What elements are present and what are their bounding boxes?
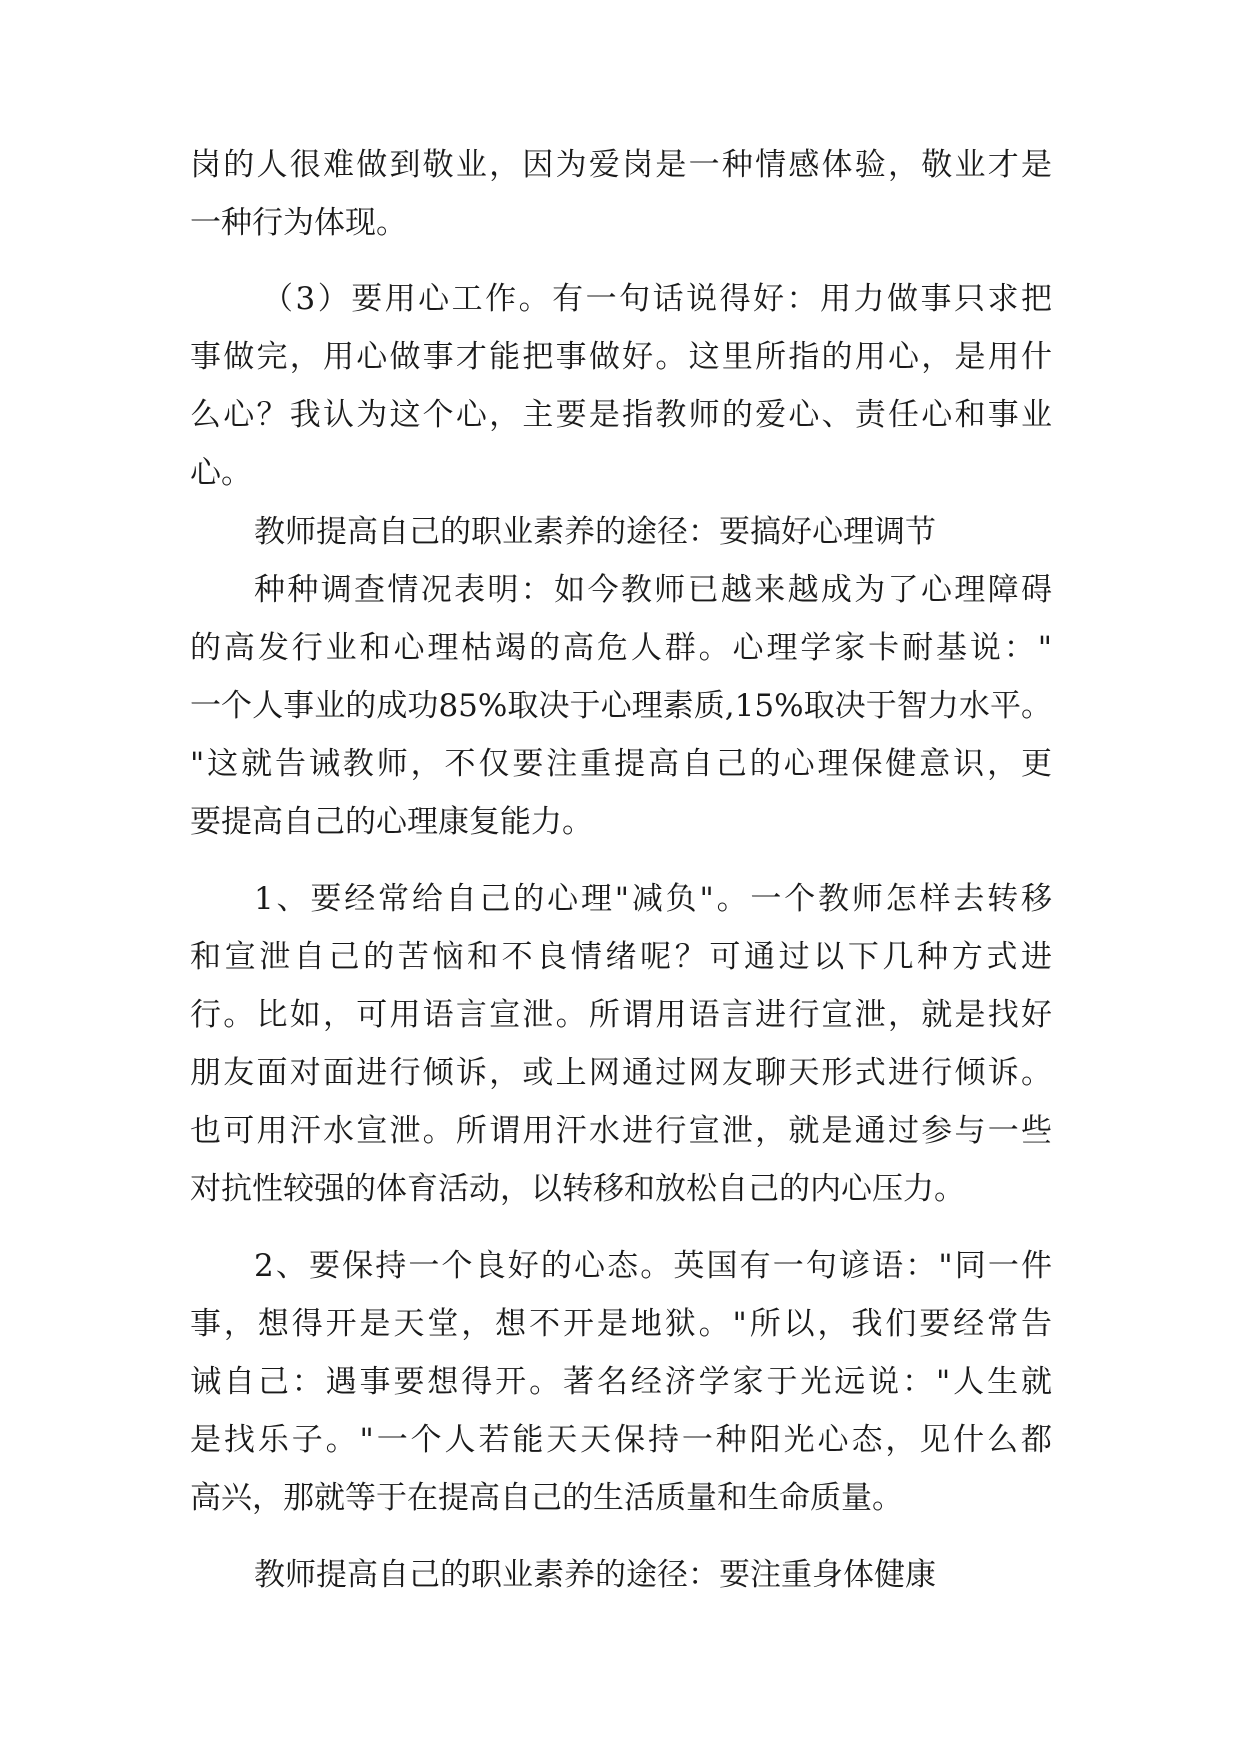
paragraph-line: 高兴，那就等于在提高自己的生活质量和生命质量。 — [190, 1480, 903, 1516]
paragraph-line: 要提高自己的心理康复能力。 — [190, 804, 593, 840]
section-heading: 教师提高自己的职业素养的途径：要搞好心理调节 — [254, 514, 936, 550]
paragraph-line: 也可用汗水宣泄。所谓用汗水进行宣泄，就是通过参与一些 — [190, 1113, 1052, 1149]
paragraph-line: 行。比如，可用语言宣泄。所谓用语言进行宣泄，就是找好 — [190, 997, 1052, 1033]
paragraph-line: 2、要保持一个良好的心态。英国有一句谚语："同一件 — [254, 1248, 1052, 1284]
paragraph-line: 一种行为体现。 — [190, 205, 407, 241]
paragraph-line: "这就告诫教师，不仅要注重提高自己的心理保健意识，更 — [190, 746, 1052, 782]
paragraph-line: 事做完，用心做事才能把事做好。这里所指的用心，是用什 — [190, 339, 1052, 375]
paragraph-line: 心。 — [190, 455, 252, 491]
paragraph-line: 是找乐子。"一个人若能天天保持一种阳光心态，见什么都 — [190, 1422, 1052, 1458]
section-heading: 教师提高自己的职业素养的途径：要注重身体健康 — [254, 1557, 936, 1593]
paragraph-line: 对抗性较强的体育活动，以转移和放松自己的内心压力。 — [190, 1171, 965, 1207]
paragraph-line: （3）要用心工作。有一句话说得好：用力做事只求把 — [262, 281, 1052, 317]
paragraph-line: 的高发行业和心理枯竭的高危人群。心理学家卡耐基说：" — [190, 630, 1052, 666]
paragraph-line: 诫自己：遇事要想得开。著名经济学家于光远说："人生就 — [190, 1364, 1052, 1400]
paragraph-line: 岗的人很难做到敬业，因为爱岗是一种情感体验，敬业才是 — [190, 147, 1052, 183]
paragraph-line: 1、要经常给自己的心理"减负"。一个教师怎样去转移 — [254, 881, 1052, 917]
paragraph-line: 朋友面对面进行倾诉，或上网通过网友聊天形式进行倾诉。 — [190, 1055, 1052, 1091]
paragraph-line: 一个人事业的成功85%取决于心理素质,15%取决于智力水平。 — [190, 688, 1052, 724]
paragraph-line: 和宣泄自己的苦恼和不良情绪呢？可通过以下几种方式进 — [190, 939, 1052, 975]
paragraph-line: 事，想得开是天堂，想不开是地狱。"所以，我们要经常告 — [190, 1306, 1052, 1342]
paragraph-line: 么心？我认为这个心，主要是指教师的爱心、责任心和事业 — [190, 397, 1052, 433]
paragraph-line: 种种调查情况表明：如今教师已越来越成为了心理障碍 — [254, 572, 1052, 608]
